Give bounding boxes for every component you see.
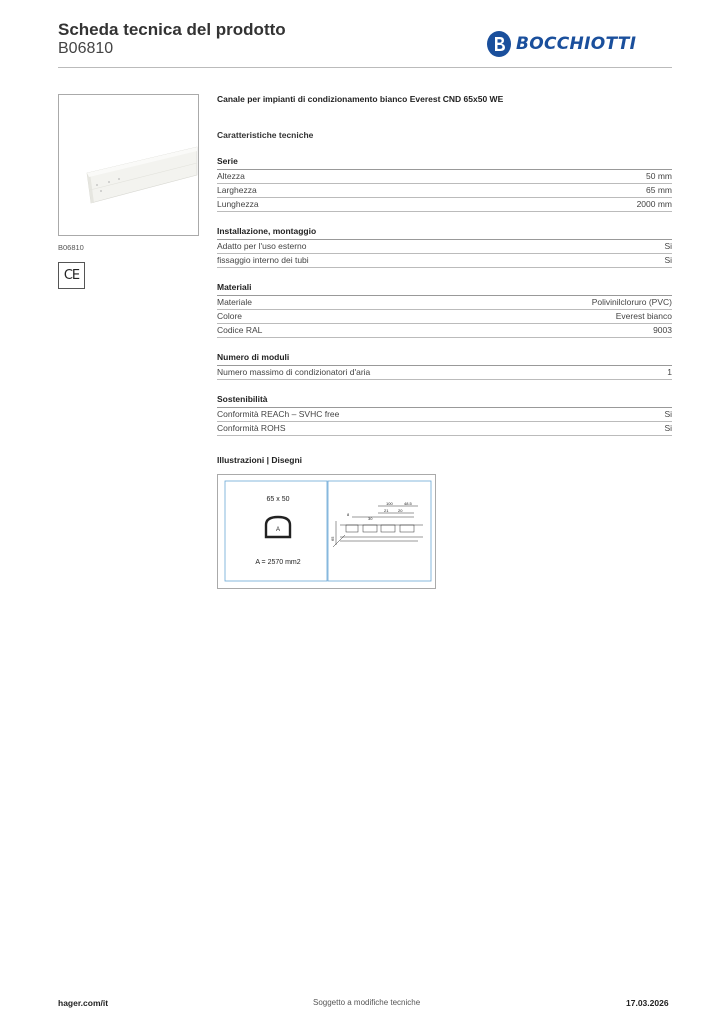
spec-value: Si bbox=[664, 241, 672, 251]
product-code: B06810 bbox=[58, 40, 114, 57]
bocchiotti-logo-icon bbox=[486, 30, 512, 58]
section-title: Numero di moduli bbox=[217, 352, 672, 366]
technical-drawing bbox=[217, 474, 436, 589]
spec-sections bbox=[217, 156, 672, 436]
spec-value: 9003 bbox=[653, 325, 672, 335]
spec-section bbox=[217, 352, 672, 380]
spec-row bbox=[217, 310, 672, 324]
section-title: Serie bbox=[217, 156, 672, 170]
spec-label: Materiale bbox=[217, 297, 252, 307]
spec-section bbox=[217, 394, 672, 436]
dim-label-100: 100 bbox=[386, 501, 393, 506]
spec-label: Conformità ROHS bbox=[217, 423, 286, 433]
spec-row bbox=[217, 184, 672, 198]
spec-label: Codice RAL bbox=[217, 325, 263, 335]
footer-website: hager.com/it bbox=[58, 998, 109, 1008]
characteristics-title: Caratteristiche tecniche bbox=[217, 130, 314, 140]
spec-row bbox=[217, 366, 672, 380]
dim-label-30: 30 bbox=[368, 516, 373, 521]
product-details bbox=[217, 94, 672, 465]
spec-row bbox=[217, 296, 672, 310]
dim-label-8: 8 bbox=[347, 512, 350, 517]
spec-label: fissaggio interno dei tubi bbox=[217, 255, 309, 265]
spec-label: Adatto per l'uso esterno bbox=[217, 241, 307, 251]
spec-label: Altezza bbox=[217, 171, 245, 181]
spec-label: Lunghezza bbox=[217, 199, 259, 209]
spec-value: Si bbox=[664, 423, 672, 433]
spec-section bbox=[217, 156, 672, 212]
cable-duct-illustration bbox=[59, 95, 198, 235]
spec-value: 1 bbox=[667, 367, 672, 377]
spec-value: Si bbox=[664, 255, 672, 265]
spec-row bbox=[217, 408, 672, 422]
spec-label: Numero massimo di condizionatori d'aria bbox=[217, 367, 371, 377]
area-label: A = 2570 mm2 bbox=[255, 559, 301, 566]
dim-label-48: 48.5 bbox=[404, 501, 412, 506]
footer-disclaimer: Soggetto a modifiche tecniche bbox=[313, 998, 421, 1007]
ce-mark-icon: CE bbox=[58, 262, 85, 289]
spec-value: Polivinilcloruro (PVC) bbox=[591, 297, 672, 307]
spec-section bbox=[217, 226, 672, 268]
spec-row bbox=[217, 198, 672, 212]
drawings-title: Illustrazioni | Disegni bbox=[217, 455, 303, 465]
section-title: Installazione, montaggio bbox=[217, 226, 672, 240]
size-label: 65 x 50 bbox=[266, 496, 290, 503]
product-name: Canale per impianti di condizionamento bianco Everest CND 65x50 WE bbox=[217, 94, 504, 104]
duct-drawing-icon bbox=[218, 475, 435, 588]
spec-row bbox=[217, 324, 672, 338]
dim-label-65: 65 bbox=[330, 536, 335, 541]
dim-label-21: 21 bbox=[384, 508, 389, 513]
spec-row bbox=[217, 422, 672, 436]
spec-value: Si bbox=[664, 409, 672, 419]
brand-logo bbox=[486, 29, 636, 59]
spec-label: Larghezza bbox=[217, 185, 257, 195]
spec-value: 65 mm bbox=[646, 185, 672, 195]
image-caption: B06810 bbox=[58, 243, 84, 252]
spec-row bbox=[217, 240, 672, 254]
spec-label: Colore bbox=[217, 311, 243, 321]
product-image bbox=[58, 94, 199, 236]
spec-value: 50 mm bbox=[646, 171, 672, 181]
spec-value: Everest bianco bbox=[615, 311, 672, 321]
footer-date: 17.03.2026 bbox=[626, 998, 669, 1008]
spec-label: Conformità REACh – SVHC free bbox=[217, 409, 340, 419]
section-title: Sostenibilità bbox=[217, 394, 672, 408]
spec-value: 2000 mm bbox=[636, 199, 672, 209]
spec-row bbox=[217, 254, 672, 268]
dim-label-20: 20 bbox=[398, 508, 403, 513]
spec-row bbox=[217, 170, 672, 184]
area-symbol: A bbox=[275, 527, 281, 533]
spec-section bbox=[217, 282, 672, 338]
header-divider bbox=[58, 67, 672, 68]
section-title: Materiali bbox=[217, 282, 672, 296]
page-title: Scheda tecnica del prodotto bbox=[58, 20, 286, 39]
brand-name: BOCCHIOTTI bbox=[516, 34, 637, 54]
